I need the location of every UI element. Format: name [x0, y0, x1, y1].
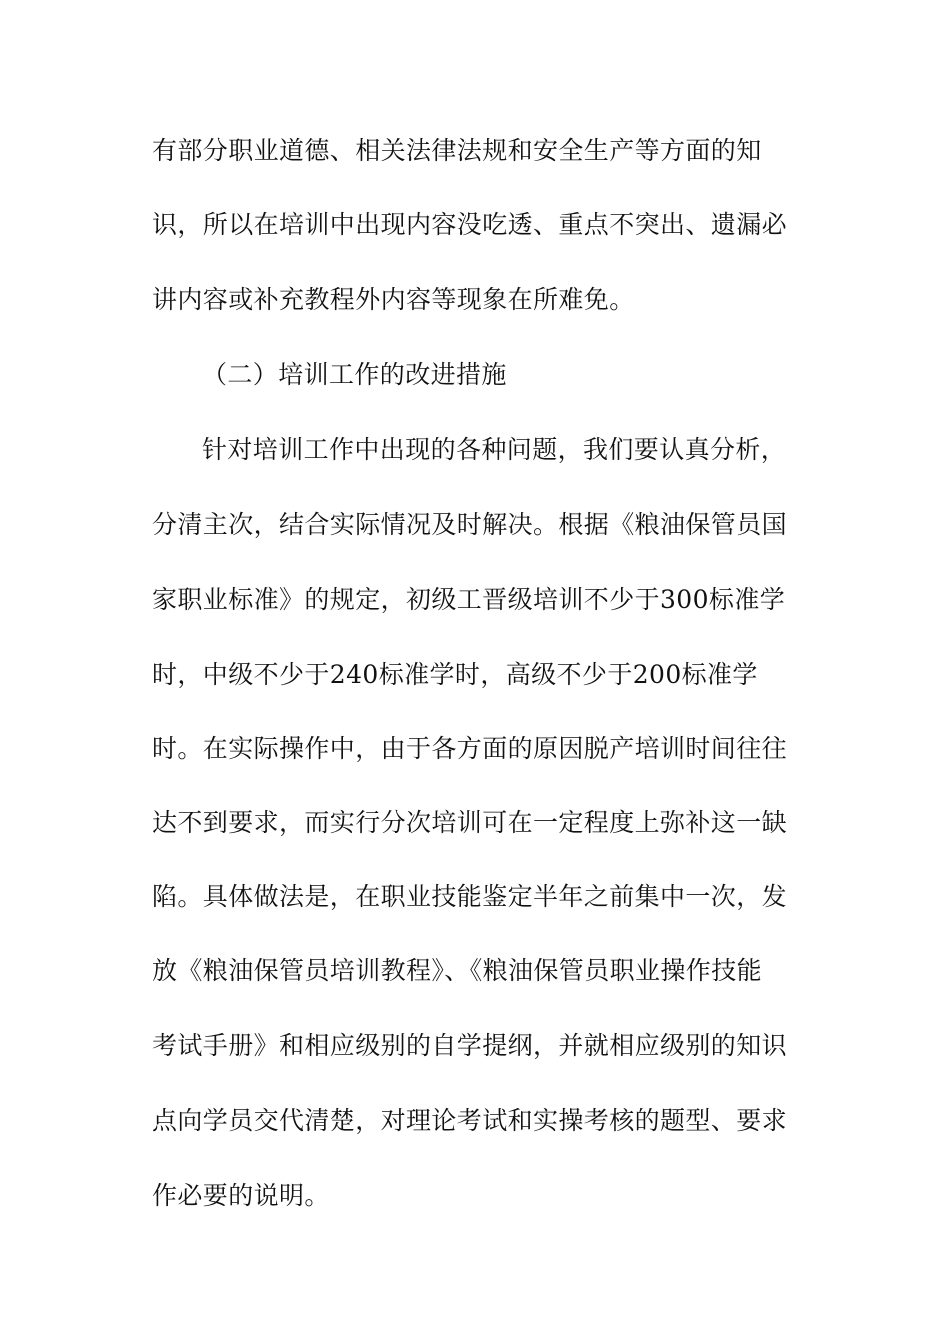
paragraph-line-13: 点向学员交代清楚，对理论考试和实操考核的题型、要求: [152, 1106, 788, 1135]
paragraph-line-12: 考试手册》和相应级别的自学提纲，并就相应级别的知识: [152, 1031, 788, 1060]
paragraph-line-10: 陷。具体做法是，在职业技能鉴定半年之前集中一次，发: [152, 882, 788, 911]
paragraph-line-2: 识，所以在培训中出现内容没吃透、重点不突出、遗漏必: [152, 210, 788, 239]
paragraph-line-4: 针对培训工作中出现的各种问题，我们要认真分析，: [202, 435, 787, 464]
paragraph-line-7: 时，中级不少于240标准学时，高级不少于200标准学: [152, 660, 758, 689]
paragraph-line-3: 讲内容或补充教程外内容等现象在所难免。: [152, 285, 635, 314]
paragraph-line-9: 达不到要求，而实行分次培训可在一定程度上弥补这一缺: [152, 808, 788, 837]
paragraph-line-1: 有部分职业道德、相关法律法规和安全生产等方面的知: [152, 136, 762, 165]
paragraph-line-8: 时。在实际操作中，由于各方面的原因脱产培训时间往往: [152, 734, 788, 763]
section-heading: （二）培训工作的改进措施: [202, 360, 507, 389]
paragraph-line-6: 家职业标准》的规定，初级工晋级培训不少于300标准学: [152, 585, 786, 614]
paragraph-line-5: 分清主次，结合实际情况及时解决。根据《粮油保管员国: [152, 510, 788, 539]
paragraph-line-14: 作必要的说明。: [152, 1181, 330, 1210]
paragraph-line-11: 放《粮油保管员培训教程》、《粮油保管员职业操作技能: [152, 956, 763, 985]
